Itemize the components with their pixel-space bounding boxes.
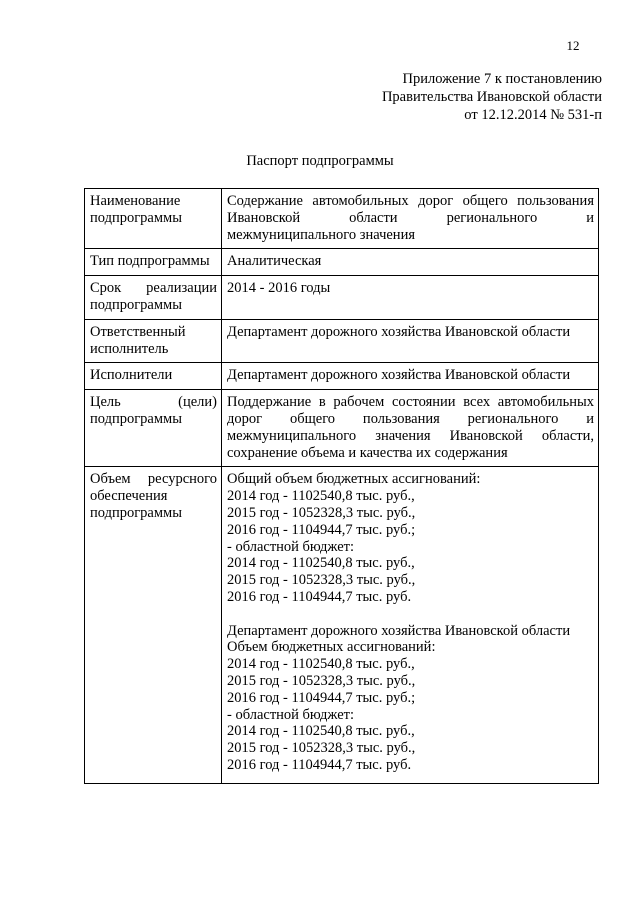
value-line: Объем бюджетных ассигнований: [227, 639, 436, 656]
value-line: 2015 год - 1052328,3 тыс. руб., [227, 740, 416, 757]
value-line: Департамент дорожного хозяйства Ивановской области [227, 367, 571, 384]
appendix-line: Приложение 7 к постановлению [402, 71, 602, 87]
table-row-funding [85, 467, 599, 783]
row-label [85, 467, 222, 783]
blank-line [227, 606, 594, 623]
label-line: Объем ресурсного [90, 471, 217, 488]
value-line: 2015 год - 1052328,3 тыс. руб., [227, 672, 416, 689]
appendix-line: Правительства Ивановской области [381, 89, 602, 105]
value-line: Общий объем бюджетных ассигнований: [227, 471, 481, 488]
label-line: Наименование [90, 193, 181, 209]
label-line: Цель (цели) [90, 394, 217, 411]
table-row-type [85, 249, 599, 276]
passport-table [84, 188, 599, 784]
value-line: 2014 год - 1102540,8 тыс. руб., [227, 723, 415, 740]
row-value [222, 276, 599, 320]
document-title: Паспорт подпрограммы [246, 153, 394, 169]
value-line: сохранение объема и качества их содержания [227, 444, 508, 461]
value-line: Поддержание в рабочем состоянии всех автомобильных [227, 394, 594, 411]
value-line: 2016 год - 1104944,7 тыс. руб.; [227, 689, 416, 706]
value-line: межмуниципального значения [227, 226, 415, 243]
table-row-executors [85, 363, 599, 390]
row-label [85, 189, 222, 249]
row-label [85, 249, 222, 276]
label-line: исполнитель [90, 340, 169, 357]
table-row-responsible [85, 319, 599, 363]
value-line: 2014 - 2016 годы [227, 280, 331, 297]
table-row-period [85, 276, 599, 320]
row-value [222, 249, 599, 276]
value-line: 2014 год - 1102540,8 тыс. руб., [227, 555, 415, 572]
value-line: - областной бюджет: [227, 706, 355, 723]
row-label [85, 363, 222, 390]
appendix-line: от 12.12.2014 № 531-п [464, 107, 602, 123]
label-line: подпрограммы [90, 296, 182, 313]
row-value [222, 189, 599, 249]
value-line: - областной бюджет: [227, 538, 355, 555]
value-line: Содержание автомобильных дорог общего пользования [227, 193, 594, 209]
label-line: подпрограммы [90, 410, 182, 427]
page-number: 12 [566, 38, 580, 53]
label-line: Срок реализации [90, 280, 217, 297]
row-value [222, 467, 599, 783]
value-line: 2015 год - 1052328,3 тыс. руб., [227, 572, 416, 589]
row-label [85, 276, 222, 320]
value-line: 2014 год - 1102540,8 тыс. руб., [227, 656, 415, 673]
table-row-name [85, 189, 599, 249]
label-line: Исполнители [90, 367, 173, 384]
appendix-header [382, 70, 602, 124]
row-value [222, 363, 599, 390]
label-line: обеспечения [90, 488, 168, 505]
row-label [85, 319, 222, 363]
value-line: 2016 год - 1104944,7 тыс. руб.; [227, 521, 416, 538]
row-value [222, 319, 599, 363]
row-value [222, 390, 599, 467]
label-line: подпрограммы [90, 504, 182, 521]
label-line: Тип подпрограммы [90, 253, 210, 270]
label-line: Ответственный [90, 323, 186, 340]
value-line: дорог общего пользования регионального и [227, 410, 594, 427]
value-line: 2015 год - 1052328,3 тыс. руб., [227, 504, 416, 521]
value-line: 2016 год - 1104944,7 тыс. руб. [227, 588, 412, 605]
value-line: Департамент дорожного хозяйства Ивановской области [227, 622, 571, 639]
value-line: Департамент дорожного хозяйства Ивановской области [227, 323, 571, 340]
value-line: 2014 год - 1102540,8 тыс. руб., [227, 488, 415, 505]
row-label [85, 390, 222, 467]
value-line: межмуниципального значения Ивановской области, [227, 427, 594, 444]
value-line: Ивановской области регионального и [227, 209, 594, 226]
label-line: подпрограммы [90, 209, 182, 226]
value-line: Аналитическая [227, 253, 322, 270]
table-row-goal [85, 390, 599, 467]
value-line: 2016 год - 1104944,7 тыс. руб. [227, 756, 412, 773]
